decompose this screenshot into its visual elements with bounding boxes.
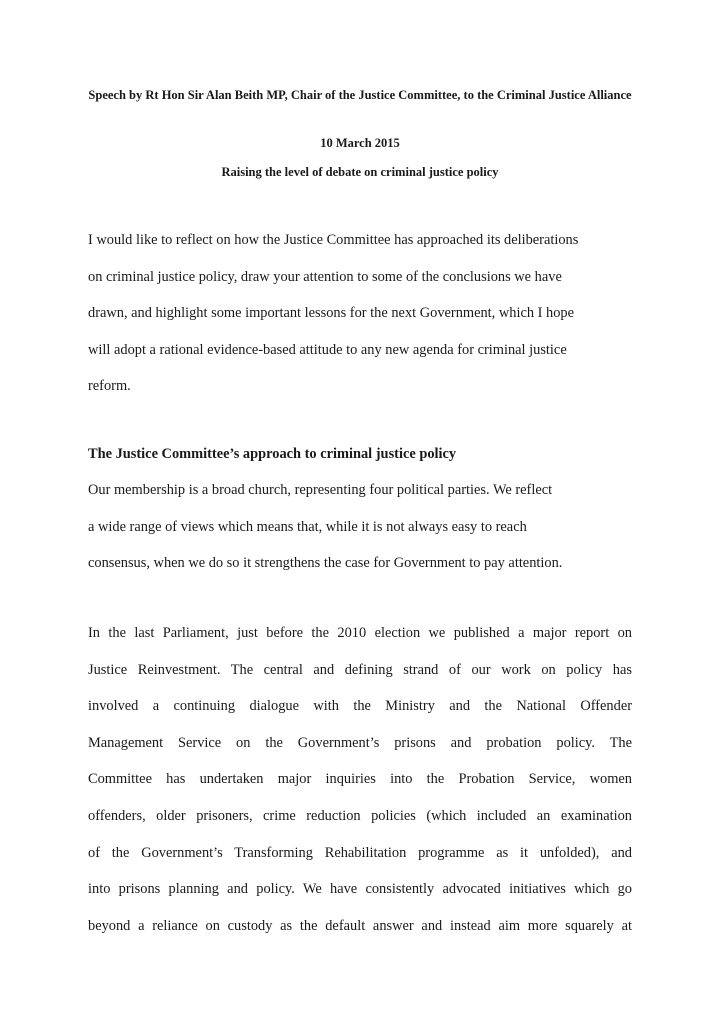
text-line: drawn, and highlight some important lessons for the next Government, which I hope [88, 305, 574, 322]
text-line: will adopt a rational evidence-based attitude to any new agenda for criminal justice [88, 341, 567, 358]
text-line: offenders, older prisoners, crime reduction policies (which included an examination [88, 807, 632, 824]
text-line: on criminal justice policy, draw your attention to some of the conclusions we have [88, 268, 562, 285]
text-line: beyond a reliance on custody as the default answer and instead aim more squarely at [88, 917, 632, 934]
text-line: Our membership is a broad church, representing four political parties. We reflect [88, 482, 553, 498]
text-line: into prisons planning and policy. We have consistently advocated initiatives which go [88, 881, 632, 898]
membership-paragraph [88, 472, 632, 582]
section-heading: The Justice Committee’s approach to criminal justice policy [88, 446, 457, 462]
history-paragraph [88, 615, 632, 944]
text-line: consensus, when we do so it strengthens the case for Government to pay attention. [88, 555, 563, 572]
text-line: Management Service on the Government’s prisons and probation policy. The [88, 734, 632, 751]
speech-subtitle: Raising the level of debate on criminal justice policy [221, 165, 499, 179]
text-line: of the Government’s Transforming Rehabilitation programme as it unfolded), and [88, 844, 632, 861]
speech-date: 10 March 2015 [320, 136, 400, 150]
text-line: reform. [88, 378, 131, 395]
text-line: involved a continuing dialogue with the Ministry and the National Offender [88, 698, 632, 715]
speech-title: Speech by Rt Hon Sir Alan Beith MP, Chair of the Justice Committee, to the Criminal Justice Alliance [88, 88, 632, 102]
text-line: a wide range of views which means that, while it is not always easy to reach [88, 518, 527, 535]
text-line: Committee has undertaken major inquiries into the Probation Service, women [88, 771, 632, 788]
text-line: I would like to reflect on how the Justice Committee has approached its deliberations [88, 232, 579, 248]
intro-paragraph [88, 222, 632, 405]
text-line: In the last Parliament, just before the 2010 election we published a major report on [88, 625, 632, 641]
text-line: Justice Reinvestment. The central and defining strand of our work on policy has [88, 661, 632, 678]
